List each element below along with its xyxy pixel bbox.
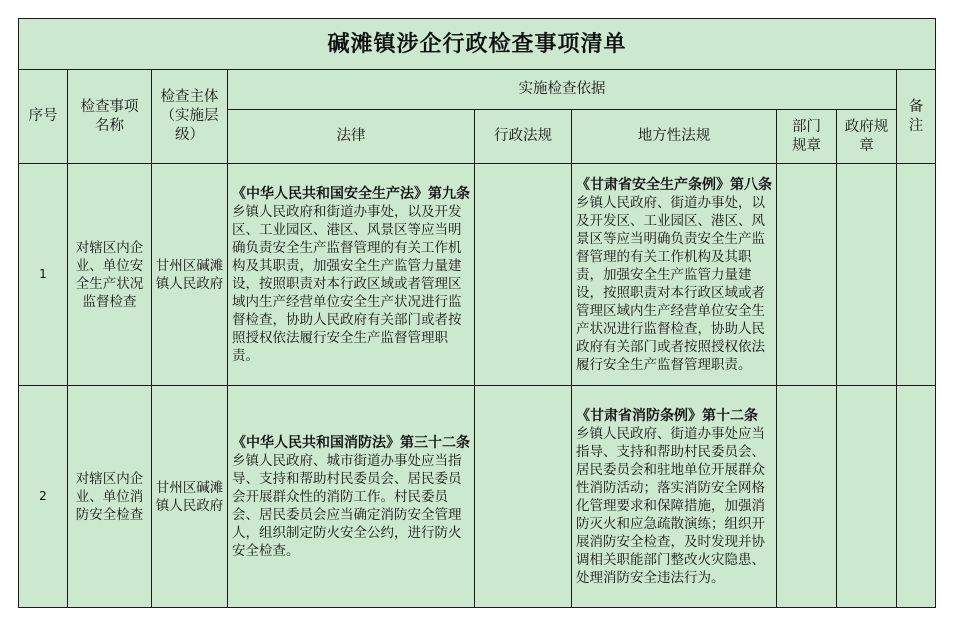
row-subject: 甘州区碱滩镇人民政府 <box>152 386 228 608</box>
local-text: 乡镇人民政府、街道办事处应当指导、支持和帮助村民委员会、居民委员会和驻地单位开展群众性消防活动；落实消防安全网格化管理要求和保障措施，加强消防灭火和应急疏散演练；组织开展消防安全检查，及时发现并协调相关职能部门整改火灾隐患、处理消防安全违法行为。 <box>576 425 765 586</box>
header-basis: 实施检查依据 <box>228 70 897 110</box>
row-law <box>228 164 475 386</box>
row-item: 对辖区内企业、单位安全生产状况监督检查 <box>68 164 152 386</box>
row-remark <box>897 386 936 608</box>
law-text: 乡镇人民政府、城市街道办事处应当指导、支持和帮助村民委员会、居民委员会开展群众性的消防工作。村民委员会、居民委员会应当确定消防安全管理人，组织制定防火安全公约，进行防火安全检查。 <box>232 452 462 559</box>
law-title: 《中华人民共和国安全生产法》第九条 <box>232 185 470 202</box>
header-gov-rule: 政府规章 <box>837 110 897 164</box>
row-item: 对辖区内企业、单位消防安全检查 <box>68 386 152 608</box>
header-dept-rule: 部门规章 <box>777 110 837 164</box>
header-local-reg: 地方性法规 <box>572 110 777 164</box>
header-law: 法律 <box>228 110 475 164</box>
row-seq: 1 <box>19 164 68 386</box>
header-remark: 备注 <box>897 70 936 164</box>
row-admin-reg <box>475 386 572 608</box>
law-title: 《中华人民共和国消防法》第三十二条 <box>232 434 470 451</box>
row-gov-rule <box>837 164 897 386</box>
table-row <box>19 164 936 386</box>
row-local-reg <box>572 386 777 608</box>
law-text: 乡镇人民政府和街道办事处，以及开发区、工业园区、港区、风景区等应当明确负责安全生产监督管理的有关工作机构及其职责，加强安全生产监管力量建设，按照职责对本行政区域或者管理区域内生产经营单位安全生产状况进行监督检查，协助人民政府有关部门或者按照授权依法履行安全生产监督管理职责。 <box>232 203 462 364</box>
row-law <box>228 386 475 608</box>
row-admin-reg <box>475 164 572 386</box>
table-row <box>19 386 936 608</box>
header-subject: 检查主体（实施层级） <box>152 70 228 164</box>
row-subject: 甘州区碱滩镇人民政府 <box>152 164 228 386</box>
local-title: 《甘肃省安全生产条例》第八条 <box>576 176 772 193</box>
local-title: 《甘肃省消防条例》第十二条 <box>576 407 758 424</box>
header-admin-reg: 行政法规 <box>475 110 572 164</box>
page-title: 碱滩镇涉企行政检查事项清单 <box>19 19 936 70</box>
row-dept-rule <box>777 164 837 386</box>
row-local-reg <box>572 164 777 386</box>
inspection-list-sheet <box>18 18 935 611</box>
header-item: 检查事项名称 <box>68 70 152 164</box>
row-gov-rule <box>837 386 897 608</box>
inspection-table <box>18 18 936 608</box>
row-seq: 2 <box>19 386 68 608</box>
header-seq: 序号 <box>19 70 68 164</box>
row-remark <box>897 164 936 386</box>
row-dept-rule <box>777 386 837 608</box>
local-text: 乡镇人民政府、街道办事处，以及开发区、工业园区、港区、风景区等应当明确负责安全生产监督管理的有关工作机构及其职责，加强安全生产监管力量建设，按照职责对本行政区域或者管理区域内生产经营单位安全生产状况进行监督检查，协助人民政府有关部门或者按照授权依法履行安全生产监督管理职责。 <box>576 194 765 373</box>
